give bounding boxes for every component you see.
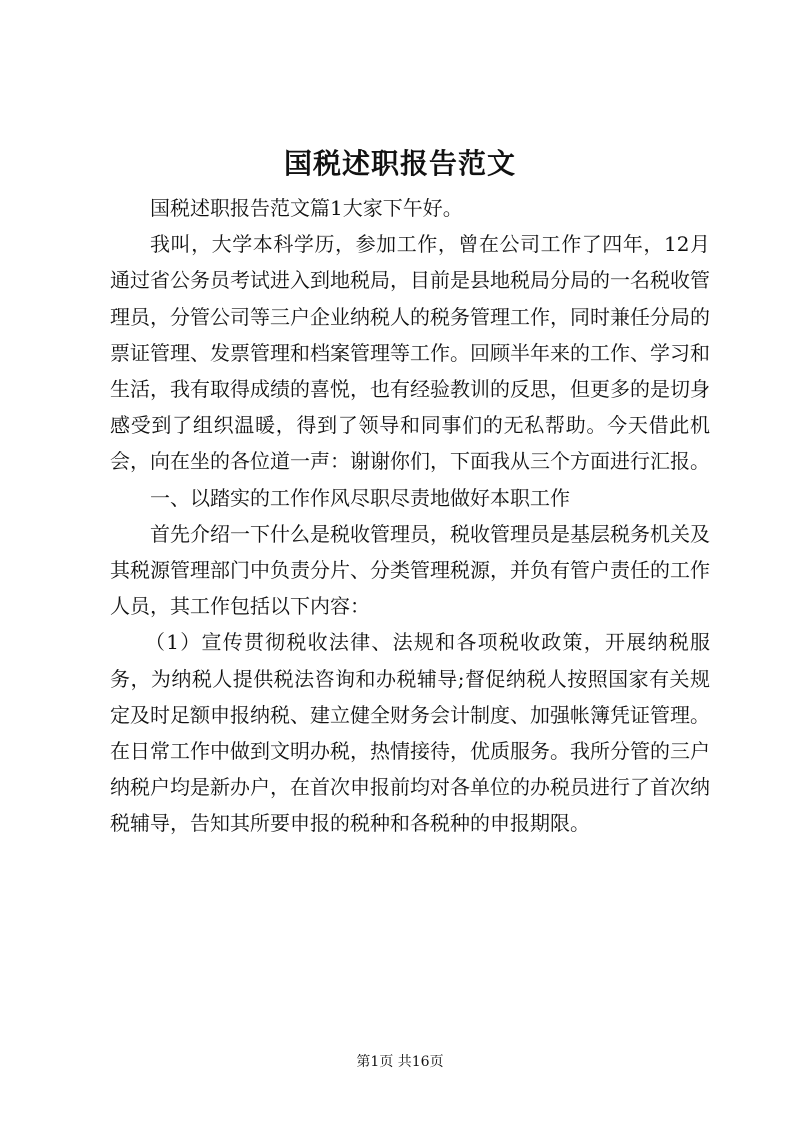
section-heading-1: 一、以踏实的工作作风尽职尽责地做好本职工作 xyxy=(150,485,570,510)
page-footer: 第1页 共16页 xyxy=(356,1054,444,1070)
paragraph-duty-item-1: （1）宣传贯彻税收法律、法规和各项税收政策，开展纳税服务，为纳税人提供税法咨询和办税辅导;督促纳税人按照国家有关规定及时足额申报纳税、建立健全财务会计制度、加强帐簿凭证管理。在日常工作中做到文明办税，热情接待，优质服务。我所分管的三户纳税户均是新办户，在首次申报前均对各单位的办税员进行了首次纳税辅导，告知其所要申报的税种和各税种的申报期限。 xyxy=(110,630,710,836)
document-body xyxy=(110,190,710,842)
paragraph-self-introduction: 我叫，大学本科学历，参加工作，曾在公司工作了四年，12月通过省公务员考试进入到地税局，目前是县地税局分局的一名税收管理员，分管公司等三户企业纳税人的税务管理工作，同时兼任分局的票证管理、发票管理和档案管理等工作。回顾半年来的工作、学习和生活，我有取得成绩的喜悦，也有经验教训的反思，但更多的是切身感受到了组织温暖，得到了领导和同事们的无私帮助。今天借此机会，向在坐的各位道一声：谢谢你们，下面我从三个方面进行汇报。 xyxy=(110,232,710,474)
paragraph-tax-manager-definition: 首先介绍一下什么是税收管理员，税收管理员是基层税务机关及其税源管理部门中负责分片、分类管理税源，并负有管户责任的工作人员，其工作包括以下内容： xyxy=(110,521,710,619)
document-title: 国税述职报告范文 xyxy=(283,147,516,180)
paragraph-intro: 国税述职报告范文篇1大家下午好。 xyxy=(150,196,463,220)
